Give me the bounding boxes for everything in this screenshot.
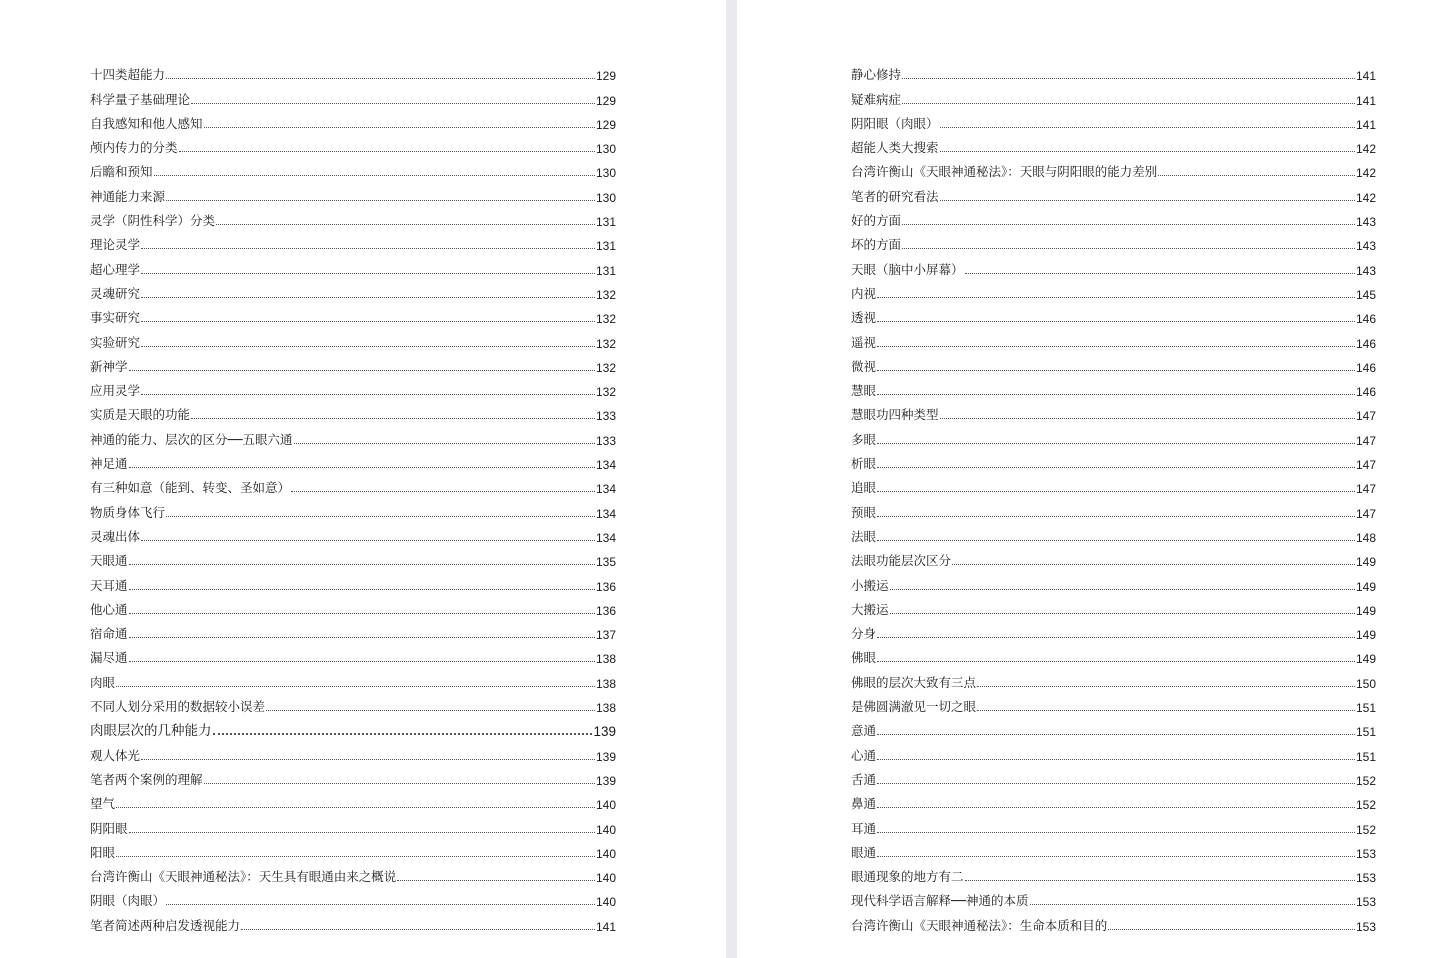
toc-page-number: 146 <box>1355 385 1376 400</box>
toc-page-number: 147 <box>1355 506 1376 521</box>
toc-page-number: 141 <box>1355 93 1376 108</box>
toc-entry-title: 慧眼功四种类型 <box>851 407 939 423</box>
toc-dot-leader <box>940 200 1355 201</box>
toc-page-number: 140 <box>595 871 616 886</box>
toc-page-number: 143 <box>1355 263 1376 278</box>
toc-dot-leader <box>877 807 1355 808</box>
toc-entry[interactable] <box>851 861 1376 885</box>
toc-dot-leader <box>877 637 1355 638</box>
toc-entry-title: 科学量子基础理论 <box>90 91 191 107</box>
toc-entry[interactable] <box>851 666 1376 690</box>
toc-entry[interactable] <box>90 132 616 156</box>
toc-dot-leader <box>129 467 595 468</box>
toc-page-number: 132 <box>595 336 616 351</box>
toc-entry-title: 法眼 <box>851 528 877 544</box>
toc-page-number: 131 <box>595 215 616 230</box>
toc-page-number: 140 <box>595 798 616 813</box>
toc-page-number: 133 <box>595 409 616 424</box>
toc-dot-leader <box>116 686 595 687</box>
toc-entry[interactable] <box>90 764 616 788</box>
toc-page-number: 131 <box>595 239 616 254</box>
toc-dot-leader <box>877 734 1355 735</box>
toc-entry[interactable] <box>851 326 1376 350</box>
toc-dot-leader <box>141 346 595 347</box>
toc-entry[interactable] <box>851 739 1376 763</box>
toc-page-number: 151 <box>1355 725 1376 740</box>
toc-entry[interactable] <box>851 788 1376 812</box>
toc-entry[interactable] <box>90 156 616 180</box>
toc-entry-title: 追眼 <box>851 480 877 496</box>
toc-dot-leader <box>204 783 595 784</box>
toc-entry[interactable] <box>851 472 1376 496</box>
toc-entry-title: 神通能力来源 <box>90 188 166 204</box>
toc-entry[interactable] <box>90 909 616 933</box>
toc-dot-leader <box>965 273 1355 274</box>
toc-page-number: 135 <box>595 555 616 570</box>
toc-dot-leader <box>877 346 1355 347</box>
toc-entry[interactable] <box>851 715 1376 739</box>
toc-entry-title: 分身 <box>851 626 877 642</box>
toc-entry-title: 超心理学 <box>90 261 141 277</box>
toc-entry-title: 是佛圆满澈见一切之眼 <box>851 699 977 715</box>
toc-dot-leader <box>291 491 595 492</box>
toc-entry[interactable] <box>851 594 1376 618</box>
toc-dot-leader <box>141 759 595 760</box>
toc-entry[interactable] <box>851 83 1376 107</box>
toc-dot-leader <box>877 540 1355 541</box>
toc-page-number: 140 <box>595 895 616 910</box>
toc-entry-title: 十四类超能力 <box>90 67 166 83</box>
toc-page-number: 153 <box>1355 846 1376 861</box>
toc-entry[interactable] <box>851 521 1376 545</box>
toc-page-number: 136 <box>595 603 616 618</box>
toc-entry-title: 意通 <box>851 723 877 739</box>
page-right <box>737 0 1440 958</box>
toc-entry-title: 物质身体飞行 <box>90 504 166 520</box>
toc-entry[interactable] <box>90 326 616 350</box>
toc-page-number: 153 <box>1355 919 1376 934</box>
toc-page-number: 130 <box>595 142 616 157</box>
toc-entry-title: 神通的能力、层次的区分──五眼六通 <box>90 431 293 447</box>
toc-page-number: 147 <box>1355 482 1376 497</box>
toc-entry-title: 好的方面 <box>851 213 902 229</box>
toc-page-number: 149 <box>1355 555 1376 570</box>
toc-entry[interactable] <box>851 812 1376 836</box>
toc-dot-leader <box>216 224 595 225</box>
toc-entry-title: 天耳通 <box>90 577 128 593</box>
toc-entry[interactable] <box>90 885 616 909</box>
toc-dot-leader <box>1108 929 1355 930</box>
toc-entry-title: 肉眼 <box>90 674 116 690</box>
toc-dot-leader <box>141 394 595 395</box>
toc-page-number: 152 <box>1355 773 1376 788</box>
toc-entry[interactable] <box>90 351 616 375</box>
toc-page-number: 152 <box>1355 822 1376 837</box>
toc-page-number: 146 <box>1355 360 1376 375</box>
toc-page-number: 141 <box>1355 117 1376 132</box>
toc-page-number: 143 <box>1355 215 1376 230</box>
toc-entry-title: 神足通 <box>90 456 128 472</box>
toc-page-number: 137 <box>595 628 616 643</box>
toc-page-number: 146 <box>1355 336 1376 351</box>
toc-dot-leader <box>141 297 595 298</box>
toc-entry[interactable] <box>90 691 616 715</box>
toc-entry[interactable] <box>90 83 616 107</box>
toc-dot-leader <box>166 516 595 517</box>
toc-page-number: 134 <box>595 458 616 473</box>
toc-entry[interactable] <box>90 569 616 593</box>
toc-entry[interactable] <box>851 253 1376 277</box>
page-gap <box>726 0 737 958</box>
toc-entry-title: 笔者两个案例的理解 <box>90 771 203 787</box>
toc-entry[interactable] <box>90 278 616 302</box>
toc-page-number: 150 <box>1355 676 1376 691</box>
toc-entry-title: 阳眼 <box>90 844 116 860</box>
toc-page-number: 132 <box>595 287 616 302</box>
toc-entry-title: 阴阳眼（肉眼） <box>851 115 939 131</box>
toc-entry-title: 事实研究 <box>90 310 141 326</box>
toc-entry[interactable] <box>90 399 616 423</box>
toc-page-number: 140 <box>595 822 616 837</box>
toc-entry-title: 阴阳眼 <box>90 820 128 836</box>
toc-dot-leader <box>166 78 595 79</box>
toc-entry-title: 析眼 <box>851 456 877 472</box>
toc-entry-title: 灵魂出体 <box>90 528 141 544</box>
toc-dot-leader <box>877 370 1355 371</box>
toc-entry-title: 阴眼（肉眼） <box>90 893 166 909</box>
toc-entry-title: 现代科学语言解释──神通的本质 <box>851 893 1029 909</box>
toc-entry[interactable] <box>851 909 1376 933</box>
toc-entry[interactable] <box>90 108 616 132</box>
toc-entry[interactable] <box>90 205 616 229</box>
toc-page-number: 129 <box>595 93 616 108</box>
toc-page-number: 138 <box>595 701 616 716</box>
toc-entry-title: 自我感知和他人感知 <box>90 115 203 131</box>
toc-entry-title: 眼通 <box>851 844 877 860</box>
toc-entry-title: 遥视 <box>851 334 877 350</box>
toc-entry-title: 灵魂研究 <box>90 285 141 301</box>
toc-entry[interactable] <box>90 739 616 763</box>
toc-page-number: 138 <box>595 676 616 691</box>
toc-page-number: 153 <box>1355 895 1376 910</box>
toc-dot-leader <box>877 394 1355 395</box>
toc-dot-leader <box>940 418 1355 419</box>
toc-entry[interactable] <box>90 180 616 204</box>
toc-page-number: 149 <box>1355 628 1376 643</box>
toc-dot-leader <box>965 880 1355 881</box>
toc-dot-leader <box>877 516 1355 517</box>
toc-page-number: 151 <box>1355 701 1376 716</box>
toc-entry[interactable] <box>90 496 616 520</box>
toc-page-number: 132 <box>595 385 616 400</box>
toc-page-number: 134 <box>595 482 616 497</box>
toc-dot-leader <box>204 127 595 128</box>
toc-entry-title: 天眼（脑中小屏幕） <box>851 261 964 277</box>
toc-page-number: 141 <box>1355 69 1376 84</box>
toc-page-number: 148 <box>1355 530 1376 545</box>
toc-page-number: 149 <box>1355 603 1376 618</box>
toc-dot-leader <box>890 589 1355 590</box>
toc-page-number: 142 <box>1355 142 1376 157</box>
toc-entry-title: 台湾许衡山《天眼神通秘法》：生命本质和目的 <box>851 917 1108 933</box>
toc-entry-title: 应用灵学 <box>90 383 141 399</box>
toc-page-number: 143 <box>1355 239 1376 254</box>
toc-entry[interactable] <box>90 861 616 885</box>
toc-entry[interactable] <box>851 885 1376 909</box>
toc-entry[interactable] <box>851 278 1376 302</box>
toc-entry[interactable] <box>851 448 1376 472</box>
toc-dot-leader <box>877 467 1355 468</box>
toc-dot-leader <box>877 491 1355 492</box>
toc-page-number: 142 <box>1355 190 1376 205</box>
toc-entry-title: 漏尽通 <box>90 650 128 666</box>
toc-dot-leader <box>116 807 595 808</box>
toc-entry[interactable] <box>90 521 616 545</box>
toc-page-number: 153 <box>1355 871 1376 886</box>
toc-list-left <box>90 59 616 934</box>
toc-entry[interactable] <box>90 545 616 569</box>
toc-dot-leader <box>294 443 595 444</box>
toc-entry-title: 预眼 <box>851 504 877 520</box>
toc-entry-title: 静心修持 <box>851 67 902 83</box>
toc-entry[interactable] <box>90 812 616 836</box>
toc-entry-title: 超能人类大搜索 <box>851 140 939 156</box>
toc-page-number: 134 <box>595 506 616 521</box>
toc-entry[interactable] <box>851 618 1376 642</box>
toc-entry[interactable] <box>851 837 1376 861</box>
toc-list-right <box>851 59 1376 934</box>
toc-entry[interactable] <box>851 59 1376 83</box>
toc-page-number: 149 <box>1355 652 1376 667</box>
toc-page-number: 139 <box>595 773 616 788</box>
toc-entry[interactable] <box>90 302 616 326</box>
toc-page-number: 152 <box>1355 798 1376 813</box>
toc-dot-leader <box>877 759 1355 760</box>
toc-entry[interactable] <box>851 351 1376 375</box>
toc-entry-title: 有三种如意（能到、转变、圣如意） <box>90 480 291 496</box>
toc-dot-leader <box>877 783 1355 784</box>
toc-entry-title: 内视 <box>851 285 877 301</box>
toc-entry-title: 后瞻和预知 <box>90 164 153 180</box>
toc-entry[interactable] <box>851 108 1376 132</box>
toc-entry[interactable] <box>851 302 1376 326</box>
toc-dot-leader <box>902 103 1355 104</box>
toc-dot-leader <box>141 321 595 322</box>
toc-entry-title: 笔者简述两种启发透视能力 <box>90 917 241 933</box>
toc-entry-title: 小搬运 <box>851 577 889 593</box>
toc-entry-title: 鼻通 <box>851 796 877 812</box>
toc-page-number: 134 <box>595 530 616 545</box>
toc-entry-title: 耳通 <box>851 820 877 836</box>
toc-entry-title: 疑难病症 <box>851 91 902 107</box>
toc-page-number: 129 <box>595 69 616 84</box>
toc-page-number: 145 <box>1355 287 1376 302</box>
toc-page-number: 147 <box>1355 433 1376 448</box>
toc-entry[interactable] <box>90 642 616 666</box>
toc-page-number: 130 <box>595 166 616 181</box>
toc-entry-title: 大搬运 <box>851 601 889 617</box>
toc-page-number: 129 <box>595 117 616 132</box>
toc-entry-title: 佛眼的层次大致有三点 <box>851 674 977 690</box>
toc-page-number: 133 <box>595 433 616 448</box>
toc-dot-leader <box>940 127 1355 128</box>
toc-dot-leader <box>877 856 1355 857</box>
toc-dot-leader <box>141 273 595 274</box>
toc-page-number: 142 <box>1355 166 1376 181</box>
toc-entry[interactable] <box>90 448 616 472</box>
toc-entry-title: 望气 <box>90 796 116 812</box>
toc-dot-leader <box>129 832 595 833</box>
toc-entry-title: 台湾许衡山《天眼神通秘法》：天生具有眼通由来之概说 <box>90 869 397 885</box>
toc-entry[interactable] <box>90 666 616 690</box>
toc-dot-leader <box>129 370 595 371</box>
toc-entry[interactable] <box>851 545 1376 569</box>
toc-entry-title: 颅内传力的分类 <box>90 140 178 156</box>
toc-entry-title: 笔者的研究看法 <box>851 188 939 204</box>
toc-entry-title: 不同人划分采用的数据较小误差 <box>90 699 266 715</box>
toc-entry-title: 理论灵学 <box>90 237 141 253</box>
toc-entry[interactable] <box>851 132 1376 156</box>
toc-entry[interactable] <box>851 205 1376 229</box>
toc-dot-leader <box>154 175 595 176</box>
toc-entry[interactable] <box>851 375 1376 399</box>
toc-dot-leader <box>129 613 595 614</box>
toc-dot-leader <box>129 564 595 565</box>
toc-entry[interactable] <box>90 253 616 277</box>
toc-dot-leader <box>877 297 1355 298</box>
toc-page-number: 136 <box>595 579 616 594</box>
toc-entry-title: 法眼功能层次区分 <box>851 553 952 569</box>
toc-entry[interactable] <box>851 156 1376 180</box>
toc-entry-title: 坏的方面 <box>851 237 902 253</box>
toc-entry-title: 心通 <box>851 747 877 763</box>
toc-entry-title: 透视 <box>851 310 877 326</box>
toc-dot-leader <box>141 248 595 249</box>
toc-entry[interactable] <box>851 496 1376 520</box>
toc-dot-leader <box>877 832 1355 833</box>
toc-entry-title: 舌通 <box>851 771 877 787</box>
toc-entry[interactable] <box>90 837 616 861</box>
toc-dot-leader <box>890 613 1355 614</box>
toc-page-number: 151 <box>1355 749 1376 764</box>
toc-dot-leader <box>166 904 595 905</box>
toc-entry-title: 微视 <box>851 358 877 374</box>
toc-entry-title: 他心通 <box>90 601 128 617</box>
toc-page-number: 130 <box>595 190 616 205</box>
toc-entry[interactable] <box>851 691 1376 715</box>
toc-dot-leader <box>266 710 595 711</box>
toc-dot-leader <box>902 78 1355 79</box>
toc-entry[interactable] <box>851 229 1376 253</box>
toc-dot-leader <box>129 589 595 590</box>
toc-page-number: 146 <box>1355 312 1376 327</box>
toc-page-number: 132 <box>595 312 616 327</box>
toc-dot-leader <box>877 443 1355 444</box>
toc-dot-leader <box>129 637 595 638</box>
toc-dot-leader <box>129 661 595 662</box>
toc-entry[interactable] <box>90 618 616 642</box>
toc-entry[interactable] <box>90 229 616 253</box>
toc-page-number: 131 <box>595 263 616 278</box>
toc-entry[interactable] <box>90 594 616 618</box>
toc-dot-leader <box>1158 175 1355 176</box>
toc-entry[interactable] <box>90 715 616 739</box>
toc-entry[interactable] <box>90 59 616 83</box>
toc-dot-leader <box>241 929 595 930</box>
toc-page-number: 138 <box>595 652 616 667</box>
toc-entry-title: 天眼通 <box>90 553 128 569</box>
toc-entry-title: 肉眼层次的几种能力 <box>90 723 212 740</box>
toc-entry-title: 实验研究 <box>90 334 141 350</box>
toc-dot-leader <box>977 686 1355 687</box>
toc-entry[interactable] <box>851 423 1376 447</box>
toc-entry-title: 慧眼 <box>851 383 877 399</box>
toc-page-number: 147 <box>1355 458 1376 473</box>
toc-entry-title: 台湾许衡山《天眼神通秘法》：天眼与阴阳眼的能力差别 <box>851 164 1158 180</box>
toc-entry-title: 宿命通 <box>90 626 128 642</box>
toc-entry-title: 观人体光 <box>90 747 141 763</box>
toc-page-number: 139 <box>593 724 616 740</box>
toc-dot-leader <box>1030 904 1355 905</box>
toc-dot-leader <box>877 661 1355 662</box>
toc-entry[interactable] <box>90 472 616 496</box>
toc-dot-leader <box>191 418 595 419</box>
toc-page-number: 141 <box>595 919 616 934</box>
toc-dot-leader <box>952 564 1355 565</box>
toc-page-number: 132 <box>595 360 616 375</box>
toc-entry-title: 眼通现象的地方有二 <box>851 869 964 885</box>
toc-dot-leader <box>397 880 595 881</box>
toc-dot-leader <box>141 540 595 541</box>
toc-entry-title: 新神学 <box>90 358 128 374</box>
toc-entry[interactable] <box>851 569 1376 593</box>
toc-dot-leader <box>179 151 595 152</box>
toc-entry[interactable] <box>90 788 616 812</box>
toc-page-number: 149 <box>1355 579 1376 594</box>
toc-entry[interactable] <box>851 180 1376 204</box>
toc-dot-leader <box>977 710 1355 711</box>
toc-dot-leader <box>940 151 1355 152</box>
toc-dot-leader <box>166 200 595 201</box>
toc-page-number: 139 <box>595 749 616 764</box>
toc-entry-title: 实质是天眼的功能 <box>90 407 191 423</box>
toc-entry-title: 灵学（阴性科学）分类 <box>90 213 216 229</box>
toc-dot-leader <box>877 321 1355 322</box>
toc-dot-leader <box>116 856 595 857</box>
toc-dot-leader <box>902 248 1355 249</box>
toc-dot-leader <box>902 224 1355 225</box>
toc-dot-leader <box>191 103 595 104</box>
toc-entry[interactable] <box>90 375 616 399</box>
toc-entry[interactable] <box>851 399 1376 423</box>
toc-entry-title: 佛眼 <box>851 650 877 666</box>
toc-entry[interactable] <box>90 423 616 447</box>
toc-entry[interactable] <box>851 642 1376 666</box>
toc-entry-title: 多眼 <box>851 431 877 447</box>
toc-entry[interactable] <box>851 764 1376 788</box>
toc-page-number: 147 <box>1355 409 1376 424</box>
toc-dot-leader <box>213 733 593 735</box>
toc-page-number: 140 <box>595 846 616 861</box>
